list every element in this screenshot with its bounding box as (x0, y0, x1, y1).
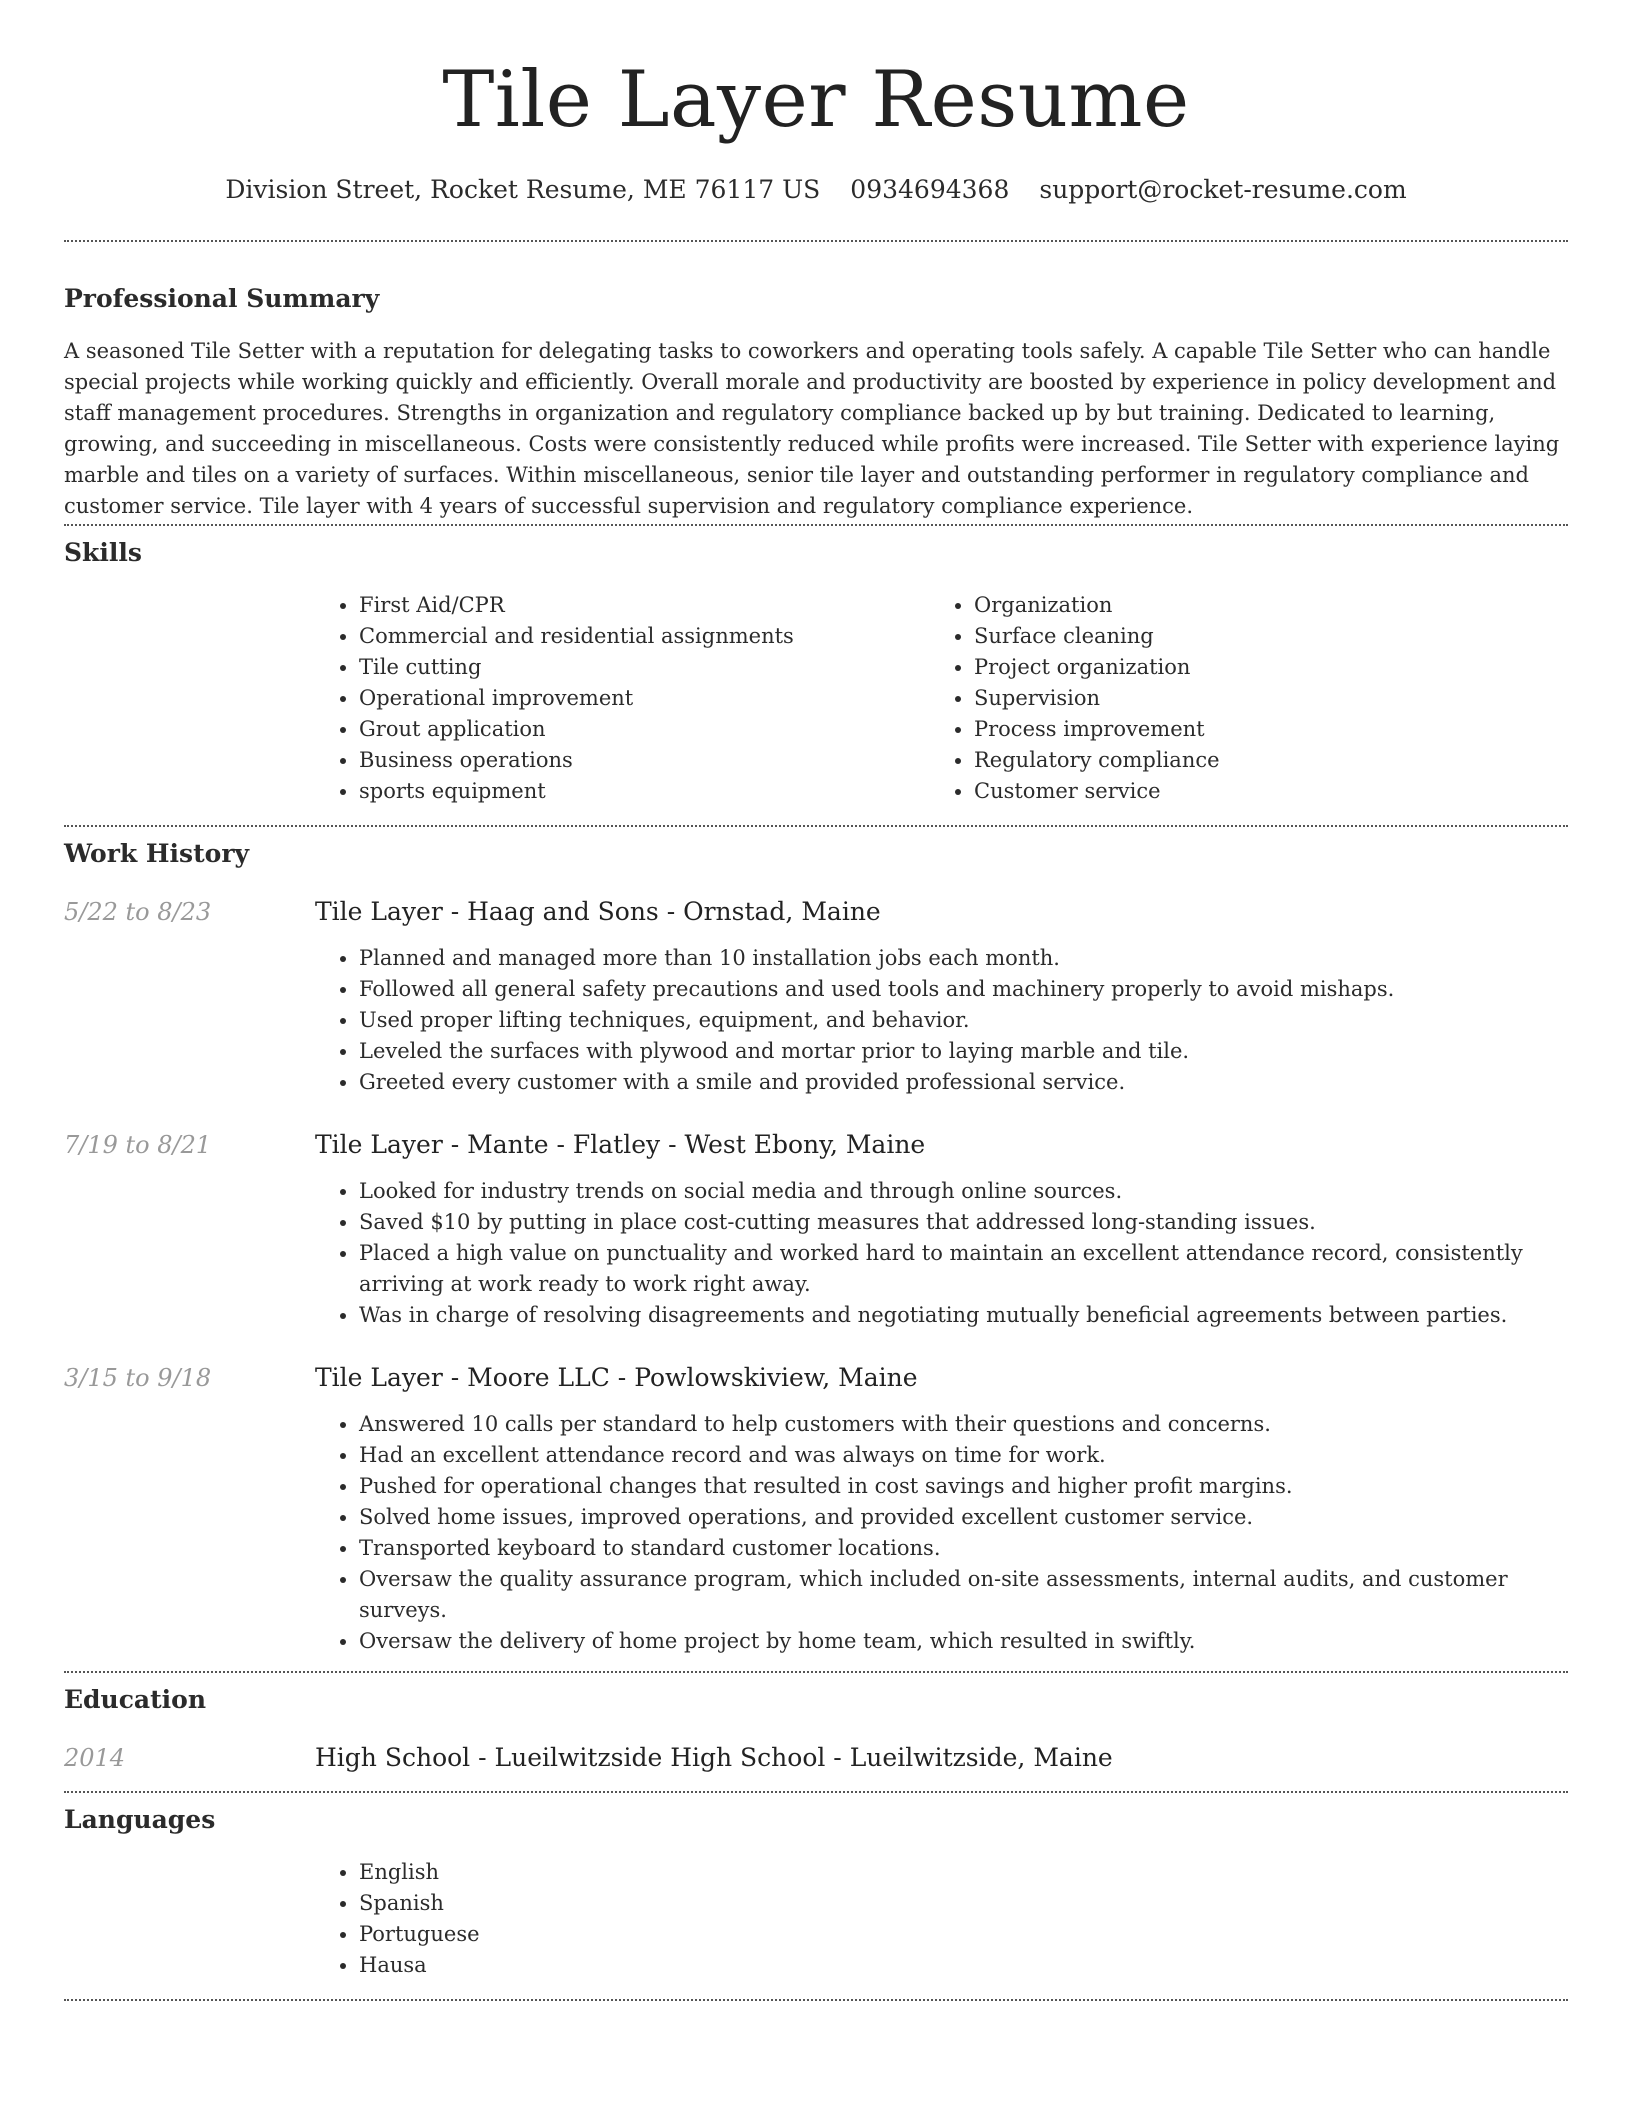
skill-item: • Grout application (359, 714, 930, 745)
skill-item: • Project organization (974, 652, 1545, 683)
skills-list (315, 590, 1568, 807)
divider (64, 825, 1568, 827)
divider (64, 1791, 1568, 1793)
skills-section (64, 536, 1568, 807)
job-bullet: • Solved home issues, improved operations, and provided excellent customer service. (359, 1502, 1568, 1533)
skill-item: • Customer service (974, 776, 1545, 807)
section-heading-summary: Professional Summary (64, 284, 380, 313)
language-item: • English (359, 1857, 1568, 1888)
divider (64, 1999, 1568, 2001)
language-item: • Hausa (359, 1950, 1568, 1981)
job-date: 5/22 to 8/23 (64, 898, 212, 926)
job-bullet: • Followed all general safety precautions and used tools and machinery properly to avoid mishaps. (359, 974, 1568, 1005)
job-title: Tile Layer - Moore LLC - Powlowskiview, Maine (315, 1363, 918, 1392)
language-item: • Spanish (359, 1888, 1568, 1919)
skill-item: • Business operations (359, 745, 930, 776)
education-section (64, 1683, 1568, 1775)
skill-item: • Operational improvement (359, 683, 930, 714)
languages-section (64, 1803, 1568, 1981)
skill-item: • Process improvement (974, 714, 1545, 745)
skills-column-left (315, 590, 930, 807)
skill-item: • Supervision (974, 683, 1545, 714)
summary-section (64, 282, 1568, 522)
work-history-section (64, 837, 1568, 1657)
section-heading-education: Education (64, 1685, 207, 1714)
section-heading-languages: Languages (64, 1805, 216, 1834)
contact-address: Division Street, Rocket Resume, ME 76117 US (225, 175, 821, 204)
skill-item: • Regulatory compliance (974, 745, 1545, 776)
skills-column-right (930, 590, 1545, 807)
contact-phone: 0934694368 (850, 175, 1010, 204)
section-heading-work: Work History (64, 839, 250, 868)
skill-item: • Tile cutting (359, 652, 930, 683)
divider (64, 524, 1568, 526)
skill-item: • Surface cleaning (974, 621, 1545, 652)
job-bullet: • Used proper lifting techniques, equipment, and behavior. (359, 1005, 1568, 1036)
resume-title: Tile Layer Resume (442, 55, 1190, 145)
skill-item: • First Aid/CPR (359, 590, 930, 621)
job-bullet: • Transported keyboard to standard customer locations. (359, 1533, 1568, 1564)
resume-page (64, 0, 1568, 2001)
skill-item: • Commercial and residential assignments (359, 621, 930, 652)
job-date: 7/19 to 8/21 (64, 1131, 212, 1159)
job-bullet: • Placed a high value on punctuality and worked hard to maintain an excellent attendance record, consistently arriving at work ready to work right away. (359, 1238, 1568, 1300)
job-bullet: • Oversaw the quality assurance program, which included on-site assessments, internal audits, and customer surveys. (359, 1564, 1568, 1626)
summary-text: A seasoned Tile Setter with a reputation for delegating tasks to coworkers and operating tools safely. A capable Tile Setter who can handle special projects while working quickly and efficiently. Overall morale and productivity are boosted by experience in policy development and staff management procedures. Strengths in organization and regulatory compliance backed up by but training. Dedicated to learning, growing, and succeeding in miscellaneous. Costs were consistently reduced while profits were increased. Tile Setter with experience laying marble and tiles on a variety of surfaces. Within miscellaneous, senior tile layer and outstanding performer in regulatory compliance and customer service. Tile layer with 4 years of successful supervision and regulatory compliance experience. (64, 339, 1560, 518)
languages-list (315, 1857, 1568, 1981)
job-entry (64, 1128, 1568, 1331)
skill-item: • sports equipment (359, 776, 930, 807)
education-date: 2014 (64, 1744, 126, 1772)
job-bullet: • Oversaw the delivery of home project by home team, which resulted in swiftly. (359, 1626, 1568, 1657)
job-bullet: • Leveled the surfaces with plywood and mortar prior to laying marble and tile. (359, 1036, 1568, 1067)
job-bullet: • Planned and managed more than 10 installation jobs each month. (359, 943, 1568, 974)
job-bullet: • Had an excellent attendance record and was always on time for work. (359, 1440, 1568, 1471)
job-bullet: • Looked for industry trends on social media and through online sources. (359, 1176, 1568, 1207)
skill-item: • Organization (974, 590, 1545, 621)
job-title: Tile Layer - Haag and Sons - Ornstad, Maine (315, 897, 881, 926)
job-entry (64, 1361, 1568, 1657)
job-bullet: • Answered 10 calls per standard to help customers with their questions and concerns. (359, 1409, 1568, 1440)
contact-email: support@rocket-resume.com (1039, 175, 1407, 204)
job-date: 3/15 to 9/18 (64, 1364, 212, 1392)
job-title: Tile Layer - Mante - Flatley - West Ebony, Maine (315, 1130, 926, 1159)
job-entry (64, 895, 1568, 1098)
job-bullet: • Greeted every customer with a smile and provided professional service. (359, 1067, 1568, 1098)
contact-line (64, 172, 1568, 208)
divider (64, 1671, 1568, 1673)
job-bullet: • Was in charge of resolving disagreements and negotiating mutually beneficial agreements between parties. (359, 1300, 1568, 1331)
job-bullet: • Saved $10 by putting in place cost-cutting measures that addressed long-standing issues. (359, 1207, 1568, 1238)
section-heading-skills: Skills (64, 538, 142, 567)
job-bullet: • Pushed for operational changes that resulted in cost savings and higher profit margins. (359, 1471, 1568, 1502)
language-item: • Portuguese (359, 1919, 1568, 1950)
education-entry (64, 1741, 1568, 1775)
divider (64, 240, 1568, 242)
education-title: High School - Lueilwitzside High School - Lueilwitzside, Maine (315, 1743, 1113, 1772)
